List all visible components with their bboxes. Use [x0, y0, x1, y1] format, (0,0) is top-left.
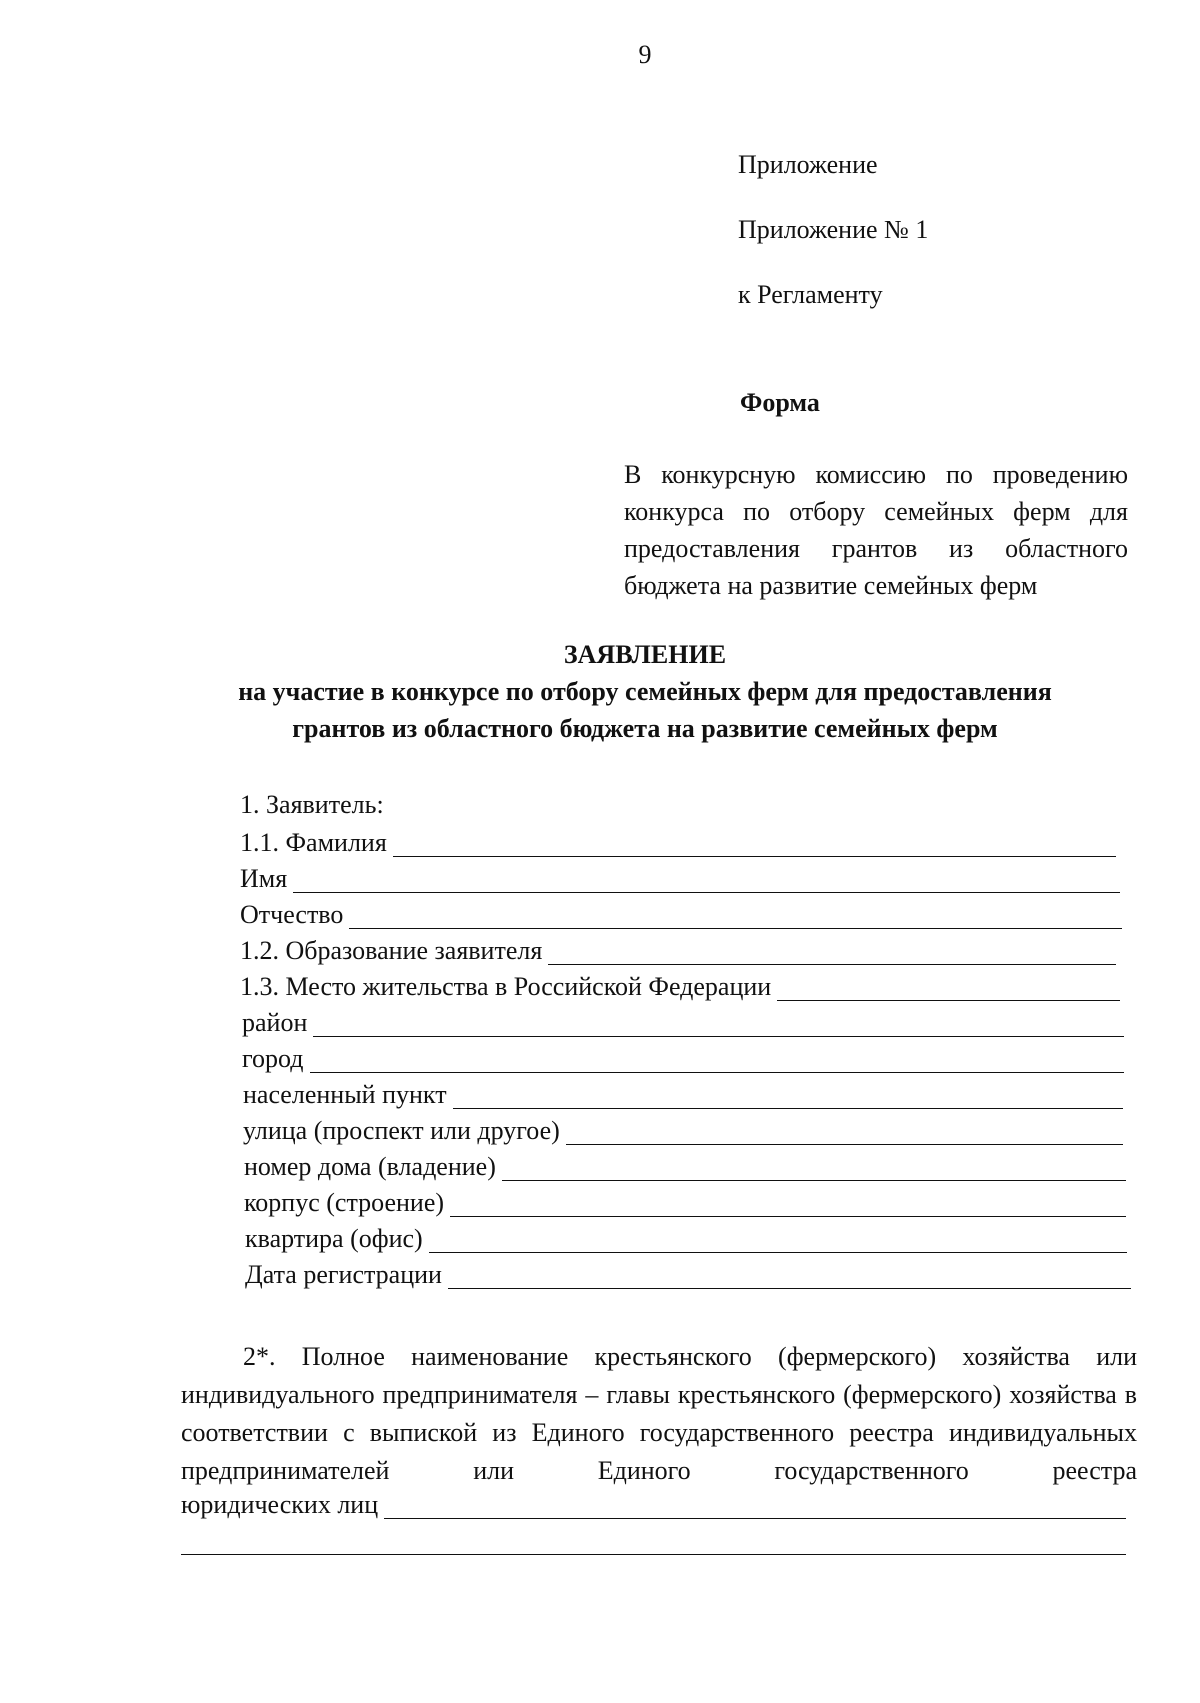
field-label: город: [242, 1044, 304, 1073]
fill-line[interactable]: [566, 1120, 1123, 1145]
field-apartment[interactable]: [245, 1222, 1127, 1254]
fill-line[interactable]: [313, 1012, 1124, 1037]
addressee-block: В конкурсную комиссию по проведению конкурса по отбору семейных ферм для предоставления грантов из областного бюджета на развитие семейных ферм: [624, 460, 1128, 600]
field-label: номер дома (владение): [244, 1152, 496, 1181]
fill-line[interactable]: [502, 1156, 1126, 1181]
annex-line-3: к Регламенту: [738, 280, 883, 309]
annex-line-1: Приложение: [738, 150, 878, 179]
page-number: 9: [638, 40, 652, 69]
field-label: Дата регистрации: [245, 1260, 442, 1289]
field-label: корпус (строение): [244, 1188, 445, 1217]
fill-line[interactable]: [393, 832, 1116, 857]
field-patronymic[interactable]: [240, 898, 1122, 930]
fill-line[interactable]: [384, 1494, 1126, 1519]
field-building[interactable]: [244, 1186, 1126, 1218]
field-label: юридических лиц: [181, 1490, 379, 1519]
field-legal-entities[interactable]: [181, 1488, 1126, 1520]
field-registration-date[interactable]: [245, 1258, 1131, 1290]
field-label: квартира (офис): [245, 1224, 423, 1253]
form-label: Форма: [740, 388, 820, 417]
field-label: 1.2. Образование заявителя: [240, 936, 543, 965]
fill-line[interactable]: [349, 904, 1122, 929]
fill-line[interactable]: [777, 976, 1120, 1001]
field-settlement[interactable]: [243, 1078, 1123, 1110]
fill-line[interactable]: [548, 940, 1116, 965]
field-residence[interactable]: [240, 970, 1120, 1002]
document-subtitle: на участие в конкурсе по отбору семейных ферм для предоставления грантов из областного бюджета на развитие семейных ферм: [238, 677, 1052, 743]
fill-line[interactable]: [448, 1264, 1131, 1289]
field-surname[interactable]: [240, 826, 1116, 858]
field-label: 1.3. Место жительства в Российской Федерации: [240, 972, 772, 1001]
fill-line[interactable]: [453, 1084, 1123, 1109]
fill-line[interactable]: [293, 868, 1120, 893]
applicant-heading: 1. Заявитель:: [240, 790, 384, 819]
field-label: улица (проспект или другое): [243, 1116, 560, 1145]
field-label: 1.1. Фамилия: [240, 828, 387, 857]
field-label: Имя: [240, 864, 288, 893]
field-label: Отчество: [240, 900, 344, 929]
field-education[interactable]: [240, 934, 1116, 966]
fill-line-continuation[interactable]: [181, 1554, 1126, 1555]
field-district[interactable]: [242, 1006, 1124, 1038]
field-label: район: [242, 1008, 308, 1037]
farm-name-paragraph: 2*. Полное наименование крестьянского (фермерского) хозяйства или индивидуального предпринимателя – главы крестьянского (фермерского) хозяйства в соответствии с выпиской из Единого государственного реестра индивидуальных предпринимателей или Единого государственного реестра: [181, 1342, 1137, 1485]
annex-line-2: Приложение № 1: [738, 215, 929, 244]
field-label: населенный пункт: [243, 1080, 447, 1109]
field-house-number[interactable]: [244, 1150, 1126, 1182]
fill-line[interactable]: [450, 1192, 1126, 1217]
document-title: ЗАЯВЛЕНИЕ: [563, 640, 727, 669]
fill-line[interactable]: [429, 1228, 1127, 1253]
fill-line[interactable]: [310, 1048, 1125, 1073]
field-street[interactable]: [243, 1114, 1123, 1146]
field-first-name[interactable]: [240, 862, 1120, 894]
field-city[interactable]: [242, 1042, 1124, 1074]
